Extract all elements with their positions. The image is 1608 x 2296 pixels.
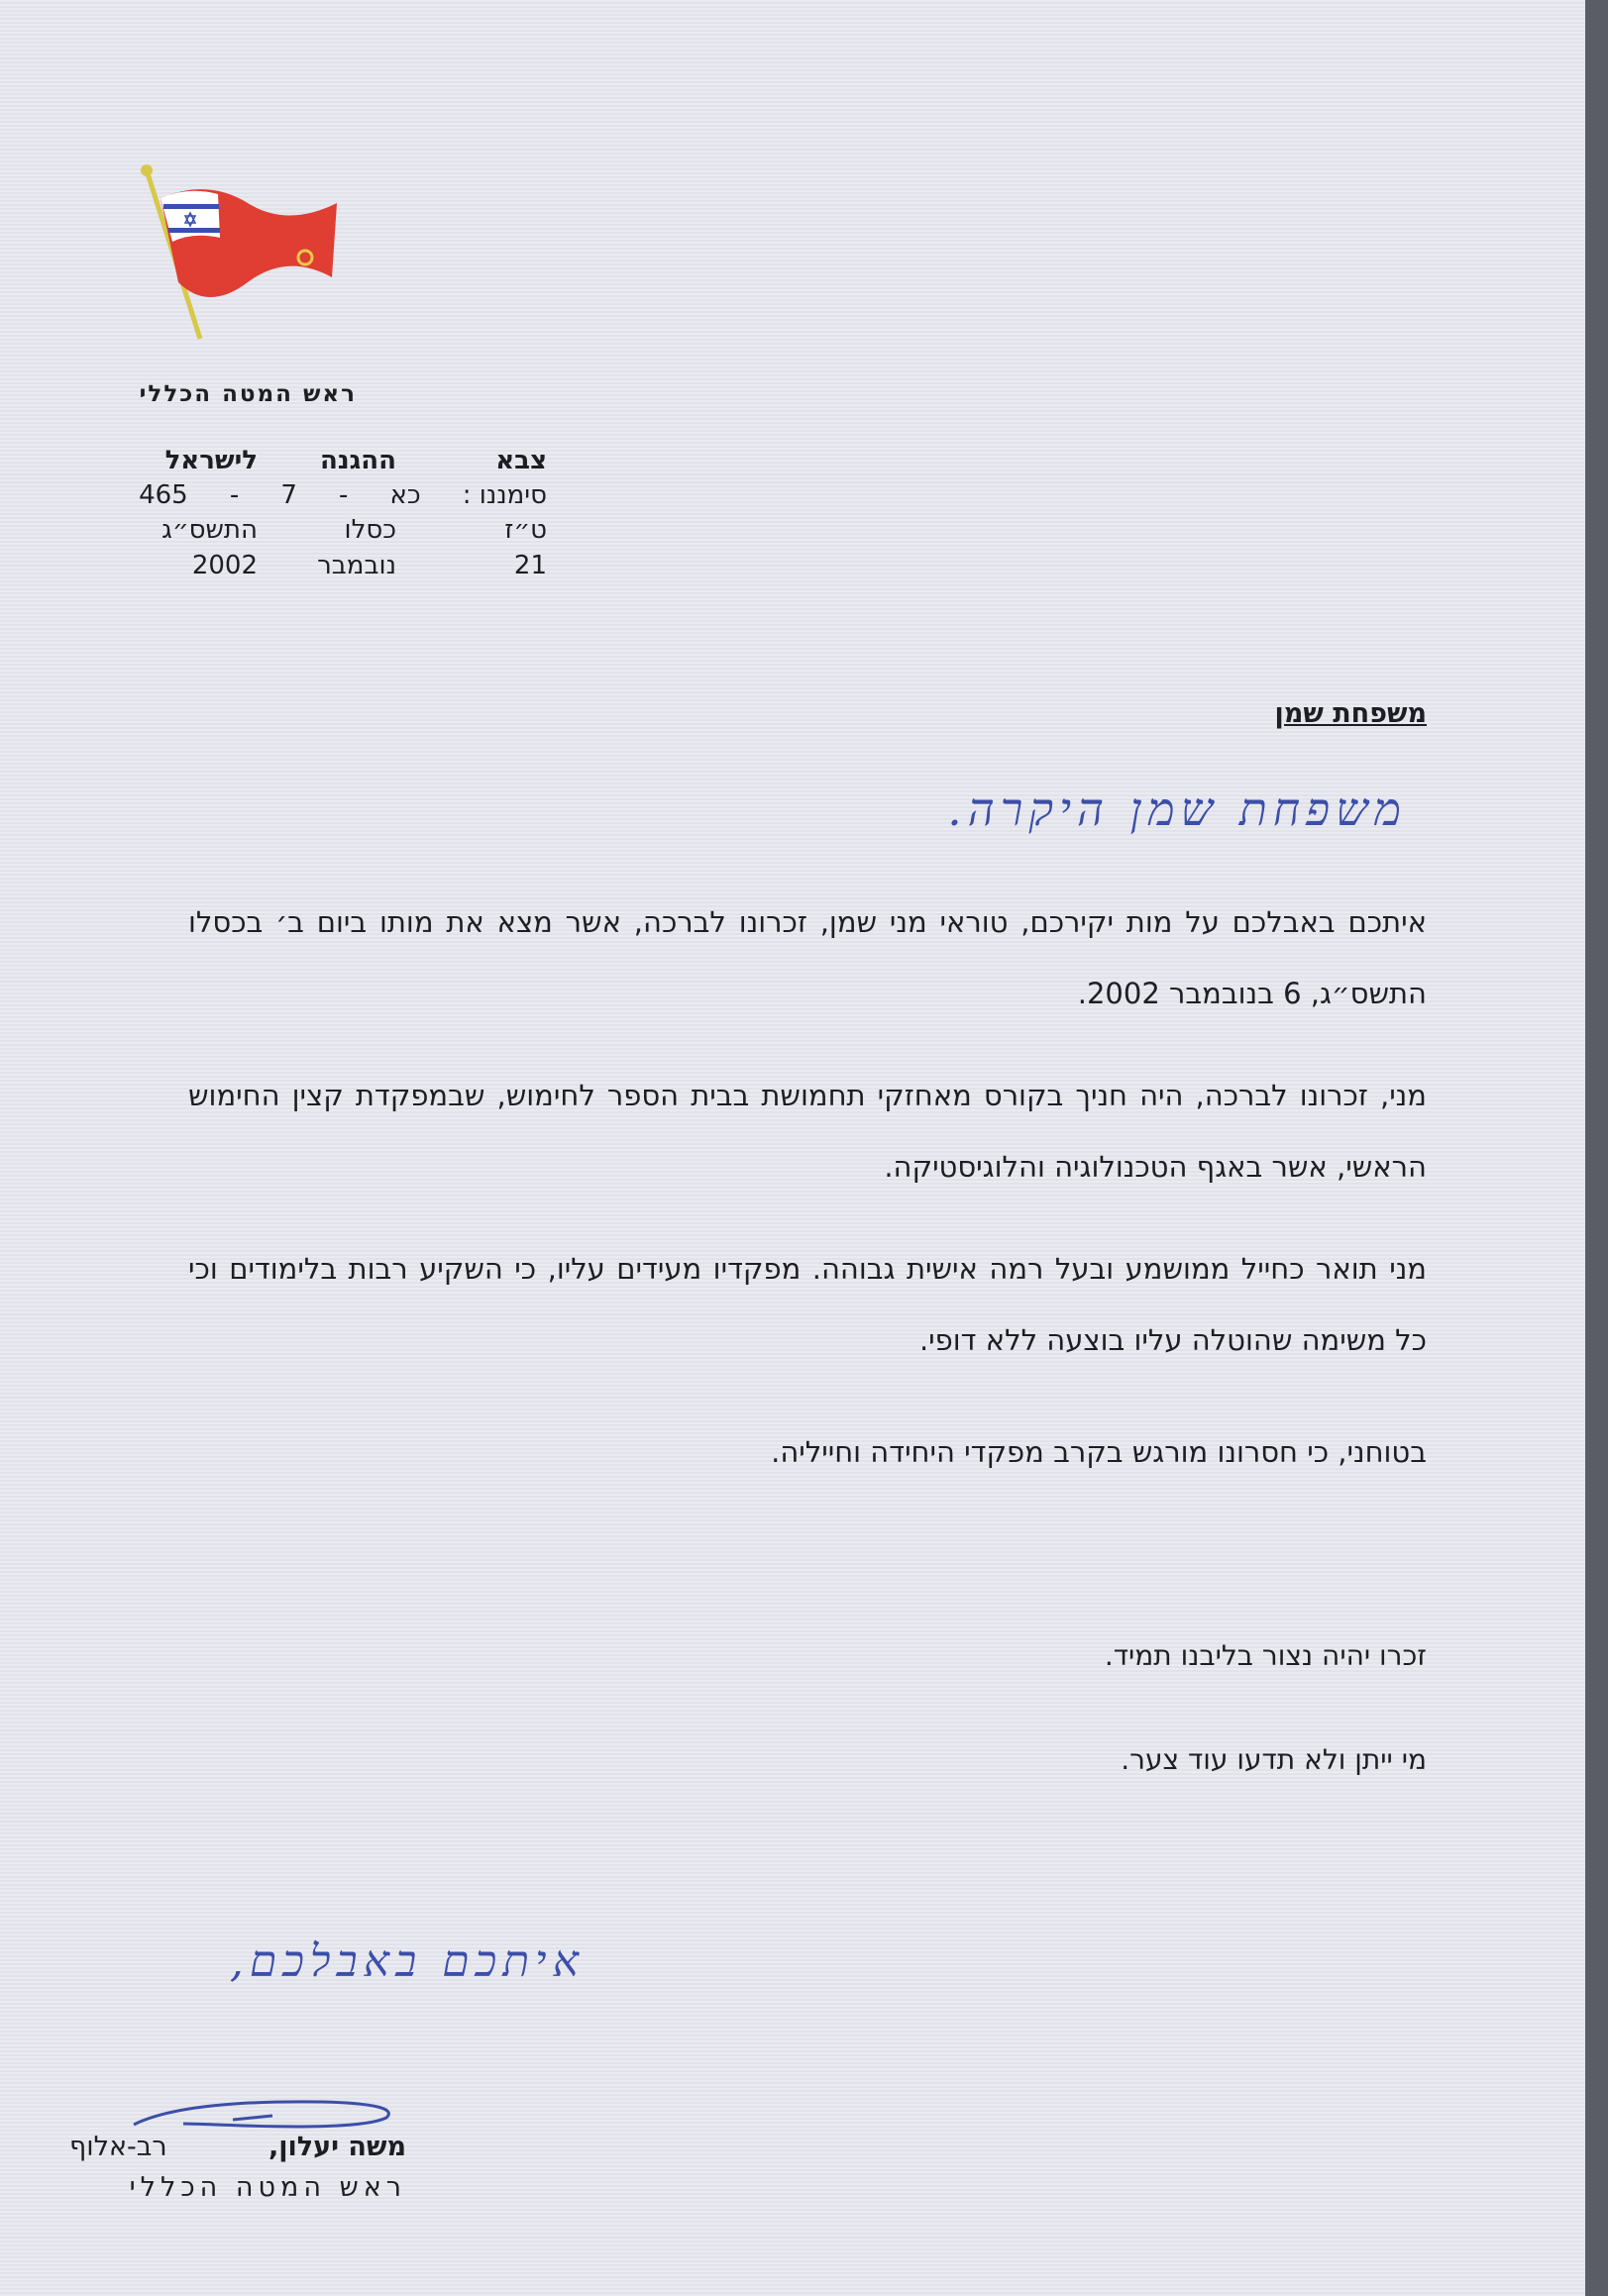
gregorian-date-month: נובמבר (317, 551, 396, 580)
signature-name-line (69, 2132, 406, 2162)
office-title: ראש המטה הכללי (139, 381, 357, 407)
idf-flag-emblem (139, 158, 347, 347)
org-header-word: לישראל (164, 446, 258, 475)
signer-rank: רב-אלוף (69, 2132, 167, 2162)
hebrew-date-month: כסלו (344, 515, 396, 545)
closing-line: מי ייתן ולא תדעו עוד צער. (1121, 1743, 1427, 1776)
addressee: משפחת שמן (1274, 698, 1427, 729)
org-header-word: ההגנה (320, 446, 396, 475)
reference-part: 465 (139, 480, 188, 510)
org-header-word: צבא (495, 446, 547, 475)
signer-name: משה יעלון, (268, 2132, 406, 2162)
handwritten-closing: איתכם באבלכם, (229, 1936, 585, 1987)
handwritten-greeting: משפחת שמן היקרה. (947, 783, 1407, 836)
reference-part: - (338, 480, 349, 510)
reference-number (139, 480, 547, 510)
reference-part: - (229, 480, 240, 510)
gregorian-date-day: 21 (513, 551, 547, 580)
hebrew-date-year: התשס״ג (161, 515, 258, 545)
reference-part: 7 (280, 480, 297, 510)
gregorian-date-year: 2002 (191, 551, 258, 580)
hebrew-date-day: ט״ז (504, 515, 547, 545)
closing-line: זכרו יהיה נצור בליבנו תמיד. (1104, 1639, 1427, 1672)
signer-title: ראש המטה הכללי (129, 2172, 406, 2203)
body-paragraph: איתכם באבלכם על מות יקירכם, טוראי מני שמן, זכרונו לברכה, אשר מצא את מותו ביום ב׳ בכסלו התשס״ג, 6 בנובמבר 2002. (188, 905, 1427, 1010)
body-paragraph: בטוחני, כי חסרונו מורגש בקרב מפקדי היחידה וחייליה. (771, 1435, 1427, 1469)
body-paragraph: מני תואר כחייל ממושמע ובעל רמה אישית גבוהה. מפקדיו מעידים עליו, כי השקיע רבות בלימודים וכי כל משימה שהוטלה עליו בוצעה ללא דופי. (188, 1252, 1427, 1357)
signature-scribble (124, 2080, 411, 2139)
body-paragraph: מני, זכרונו לברכה, היה חניך בקורס מאחזקי תחמושת בבית הספר לחימוש, שבמפקדת קצין החימוש הראשי, אשר באגף הטכנולוגיה והלוגיסטיקה. (188, 1079, 1427, 1184)
reference-label: סימננו : (462, 480, 547, 510)
reference-part: כא (389, 480, 421, 510)
